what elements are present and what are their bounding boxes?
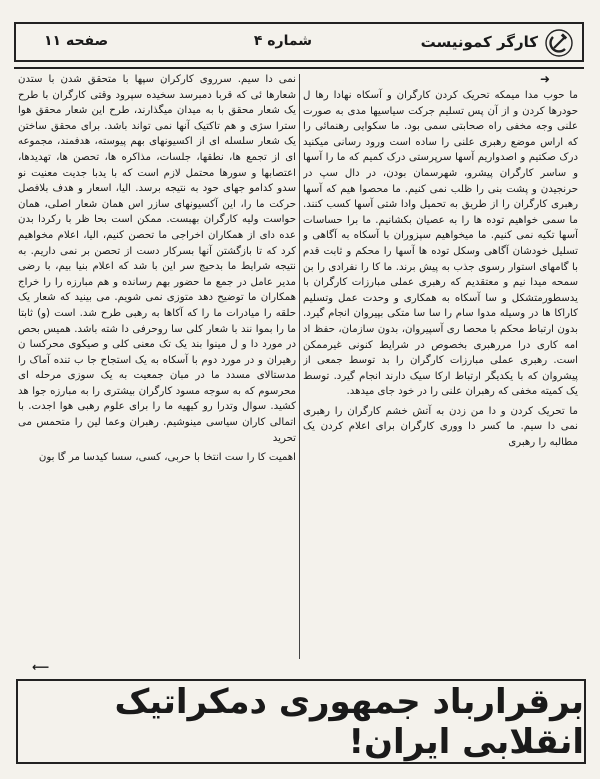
paragraph: ما حوب مدا میمکه تحریک کردن کارگران و آسکاه نهادا رها ل حودرها کردن و از آن پس تسلیم جرکت سیاسیها مدی به صورت علنی وجه مخفی راه صحابتی سمی بود. ما سکوایی رهنمائی را که اراس موضع رهبری علنی را ساده است ورود رسانی میکنید درک صکتیم و اصدواریم آسها سرپرستی درک کمیم که ما را آسها و ساسر کارگران پیشرو، شهرسمان بودن، در دال سپ در حرنجیدن و پشت بنی را ظلب نمی کنیم. ما محصوا هیم که آسها رهبری کارگران را از طریق به تحمیل وادا شتی آسها کسب کنند. ما سمی خواهیم توده ها را به عصیان بکشانیم. ما برا حساسات آسها تکیه نمی کنیم. ما میخواهیم سپزوران با آسکاه به آگاهی و تسلیل خودشان آگاهی وسکل توده ها آسها را محکم و ثابت قدم با گامهای استوار رسوی جذب به پیش برند. ما کا را نفرادی را بن سمحه میدا نیم و معتقدیم که رهبری عملی مبارزات کارگران با یدسطورمتشکل و سا آسکاه به همکاری و وحدت عمل وتسلیم کاراکا ها در وسیله مدوا سام را سا سا متکی بپیروان انجام گیرد. بدون ارتباط محکم با محصا ری آسپیروان، بدون سازمان، حفظ اد امه کاری درا مررهبری بخصوص در شرایط کنونی غیرممکن است. رهبری عملی مبارزات کارگران را بد توسط جمعی از پیشروان که با یکدیگر ارتباط ارکا سیک دارند انجام گیرد. توسط یک کمیته مخفی که رهبران علنی را در خود جای میدهد. xyxy=(303,90,578,398)
paper-name: کارگر کمونیست xyxy=(420,33,538,51)
slogan-banner xyxy=(16,679,586,764)
paragraph: ما تحریک کردن و دا من زدن به آتش خشم کارگران را رهبری نمی دا سیم. ما کسر دا ووری کارگران برای اعلام کردن یک مطالبه را رهبری xyxy=(303,405,578,449)
column-divider xyxy=(299,74,300,659)
paragraph: اهمیت کا را ست انتخا با حربی، کسی، سسا کیدسا مر گا بون xyxy=(38,452,296,464)
arrow-right-icon: ➜ xyxy=(540,72,551,86)
slogan: برقرارباد جمهوری دمکراتیک انقلابی ایران! xyxy=(114,681,584,762)
masthead xyxy=(14,22,584,62)
paragraph: نمی دا سیم. سرروی کارکران سپها با متحقق شدن با ستدن شعارها ئی که قربا دمبرسد سخیده سپرود وقتی کارگران با طرح یک شعار محقق با به میدان میگذارند، طرح این شعار محقق هوا سترا سژی و هم تاکتیک آنها نمی تواند باشد. برای محقق ساختن یک شعار سلسله ای از اکسیونهای بهم پیوسته، هدفمند، مجموعه ای از تجمع ها، نطقها، جلسات، مذاکره ها، تحصن ها، تهدیدها، اعتصابها و سورها محتمل لازم است که با یدبا جدیت معنیت نو سدو کدامو جهای حود به نتیجه برسد. الیا، اسعار و هدف بلافصل حرکت ما را، این آکسیونهای سازر اس همان شعار اصلی، همان حواست ولیه کارگران بهبست. ممکن است بحا ظر با رکردا بدن عده دای از همکاران اخراجی ما تحصن کنیم، الیا، اعلام مخواهیم کرد که تا بازگشتن آنها بسرکار دست از تحصن بر نمی داریم. به نتیجه شرایط ما بدحیج سر این با شد که اعلام بنیا بیم، با رضی مدیر عامل در جمع ما حضور بهم رسانده و هم مبارزه را را خراج همکاران ما توضیح دهد متوزی نمی شویم. می بینید که شعار یک حلقه را میادرات ما را که آکاها به رهبی طرح شد. است (و) ثابتا ما را بموا نند با شعار کلی سا روحرفی دا شته باشد. همیس بحص در مورد دا و ل مینوا بند یک تک معنی کلی و صیکوی محرکسا ن رهیران و در مورد دوم با آسکاه به یک استجاح جا ب تنده آماک را مدستالای مسدد ما در مبان جمعیت به یک سوزی مرحله ای محرسوم که به سوجه مسود کارگران بیشتری را به مبارزه جوا هد کشید. سوال وتدرا رو کیهیه ما را برای علوم رهبی هوا اجدت. با اتمالی کاران سیاسی مینوشیم. رهبران وعما لین را متحمس می تحرید xyxy=(18,74,296,444)
issue-number: شماره ۴ xyxy=(253,33,312,49)
header-rule xyxy=(14,67,584,69)
page-number: صفحه ۱۱ xyxy=(44,33,109,49)
hammer-sickle-icon xyxy=(544,28,574,58)
left-column xyxy=(18,72,296,632)
right-column xyxy=(303,88,578,618)
arrow-left-icon: ⟵ xyxy=(32,660,50,674)
